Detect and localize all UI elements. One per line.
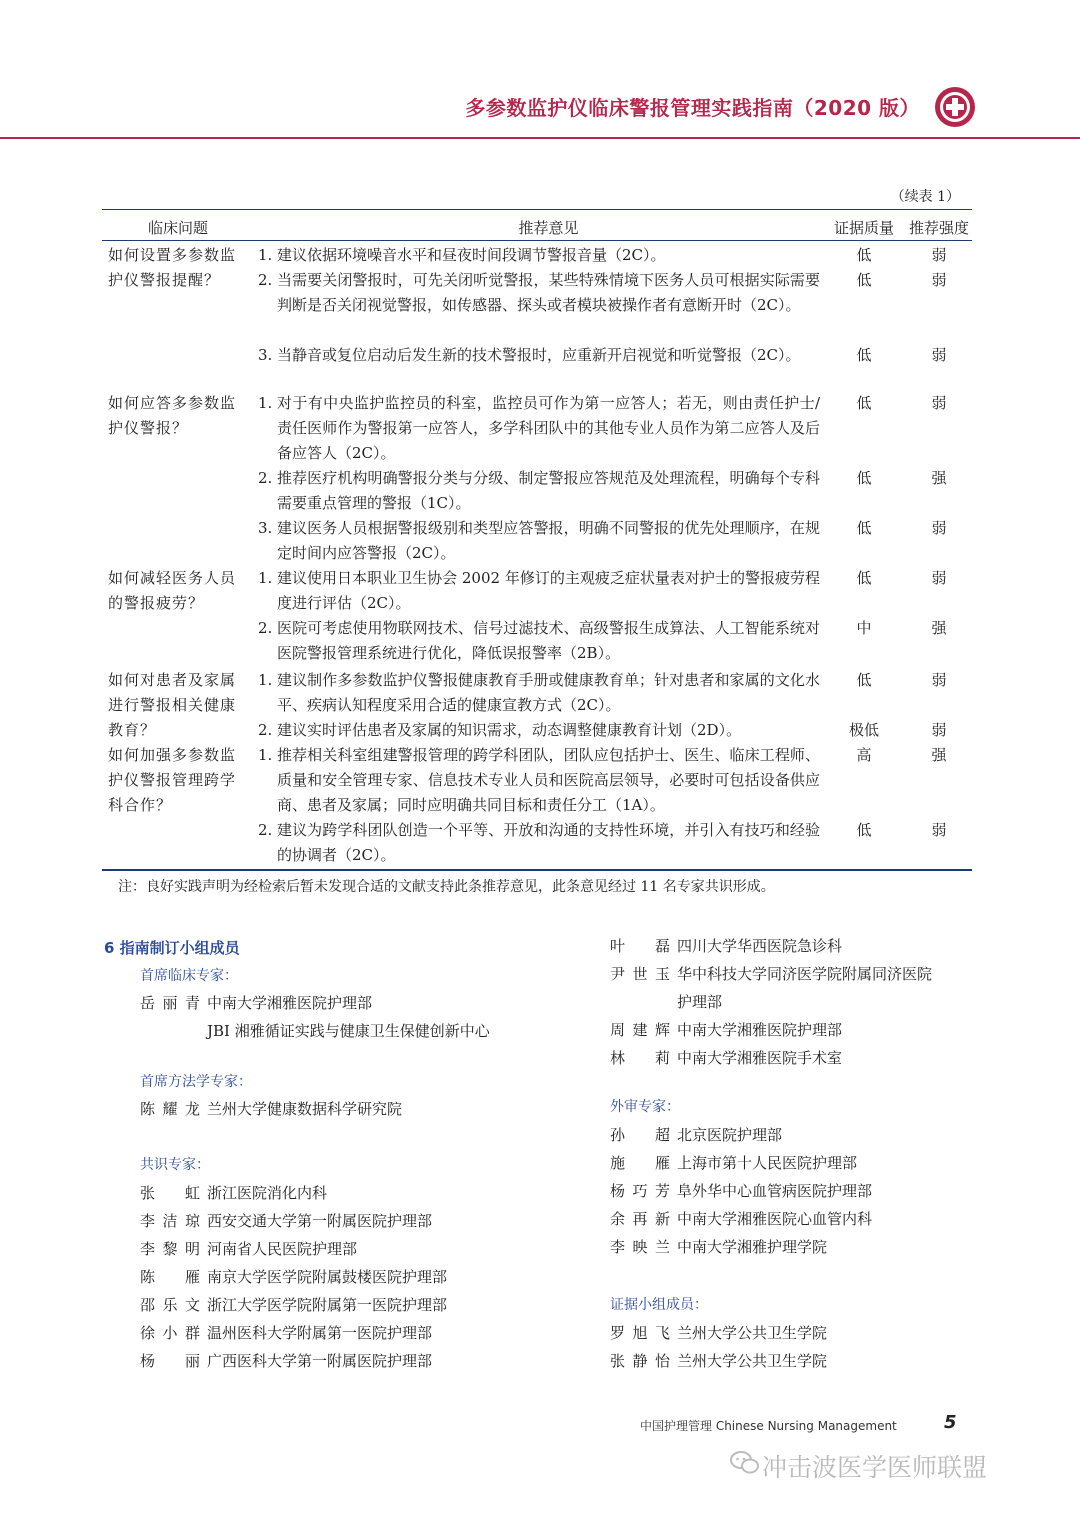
consensus-label: 共识专家：	[140, 1157, 210, 1173]
table-question: 如何减轻医务人员的警报疲劳？	[108, 569, 237, 612]
rec-text: 当静音或复位启动后发生新的技术警报时，应重新开启视觉和听觉警报（2C）。	[277, 346, 801, 364]
journal-logo-icon	[934, 86, 976, 128]
member-org: 兰州大学健康数据科学研究院	[207, 1100, 403, 1118]
journal-footer: 中国护理管理 Chinese Nursing Management	[640, 1419, 897, 1433]
member-name: 李洁琼	[140, 1212, 200, 1230]
member-org: 中南大学湘雅护理学院	[677, 1238, 828, 1256]
member-name: 杨巧芳	[610, 1182, 670, 1200]
member-name: 孙超	[610, 1126, 670, 1144]
member-org: 河南省人民医院护理部	[207, 1240, 358, 1258]
member-name: 邵乐文	[140, 1296, 200, 1314]
section-title: 6 指南制订小组成员	[104, 939, 240, 957]
member-org: 上海市第十人民医院护理部	[677, 1154, 858, 1172]
member-org: 阜外华中心血管病医院护理部	[677, 1182, 873, 1200]
rec-strength: 强	[931, 469, 947, 487]
evidence-quality: 中	[856, 619, 872, 637]
member-org: 北京医院护理部	[677, 1126, 783, 1144]
rec-number: 1.	[258, 671, 273, 689]
header-strength: 推荐强度	[908, 219, 969, 237]
header-rule	[0, 137, 1080, 139]
member-org: 中南大学湘雅医院护理部	[207, 994, 373, 1012]
member-name: 罗旭飞	[610, 1324, 670, 1342]
member-org: 南京大学医学院附属鼓楼医院护理部	[207, 1268, 448, 1286]
member-org: 中南大学湘雅医院手术室	[677, 1049, 843, 1067]
rec-strength: 弱	[931, 246, 947, 264]
table-question: 如何加强多参数监护仪警报管理跨学科合作？	[108, 746, 237, 814]
wechat-icon	[730, 1450, 760, 1476]
header-question: 临床问题	[147, 219, 208, 237]
evidence-quality: 低	[856, 469, 872, 487]
rec-strength: 弱	[931, 519, 947, 537]
header-evidence: 证据质量	[833, 219, 894, 237]
external-label: 外审专家：	[610, 1099, 680, 1115]
member-org: 护理部	[677, 993, 723, 1011]
evidence-group-label: 证据小组成员：	[610, 1297, 708, 1313]
rec-strength: 弱	[931, 271, 947, 289]
member-org: JBI 湘雅循证实践与健康卫生保健创新中心	[207, 1022, 490, 1040]
running-header-title: 多参数监护仪临床警报管理实践指南（2020 版）	[465, 96, 920, 120]
table-question: 如何设置多参数监护仪警报提醒？	[108, 246, 237, 289]
member-name: 陈雁	[140, 1268, 200, 1286]
member-org: 温州医科大学附属第一医院护理部	[207, 1324, 433, 1342]
rec-strength: 弱	[931, 821, 947, 839]
header-recommendation: 推荐意见	[518, 219, 579, 237]
table-question: 如何对患者及家属进行警报相关健康教育？	[108, 671, 237, 739]
rec-text: 推荐相关科室组建警报管理的跨学科团队，团队应包括护士、医生、临床工程师、质量和安全管理专家、信息技术专业人员和医院高层领导，必要时可包括设备供应商、患者及家属；同时应明确共同目标和责任分工（1A）。	[277, 746, 820, 814]
evidence-quality: 高	[856, 746, 872, 764]
rec-text: 建议实时评估患者及家属的知识需求，动态调整健康教育计划（2D）。	[277, 721, 742, 739]
evidence-quality: 极低	[848, 721, 879, 739]
rec-strength: 弱	[931, 346, 947, 364]
rec-number: 2.	[258, 619, 273, 637]
rec-number: 2.	[258, 821, 273, 839]
rec-text: 对于有中央监护监控员的科室，监控员可作为第一应答人；若无，则由责任护士/责任医师作为警报第一应答人，多学科团队中的其他专业人员作为第二应答人及后备应答人（2C）。	[277, 394, 820, 462]
rec-number: 2.	[258, 469, 273, 487]
rec-text: 建议为跨学科团队创造一个平等、开放和沟通的支持性环境，并引入有技巧和经验的协调者（2C）。	[277, 821, 820, 864]
rec-text: 建议依据环境噪音水平和昼夜时间段调节警报音量（2C）。	[277, 246, 666, 264]
evidence-quality: 低	[856, 821, 872, 839]
rec-number: 1.	[258, 746, 273, 764]
rec-strength: 强	[931, 619, 947, 637]
member-org: 兰州大学公共卫生学院	[677, 1324, 828, 1342]
rec-number: 3.	[258, 346, 273, 364]
member-org: 中南大学湘雅医院心血管内科	[677, 1210, 873, 1228]
member-name: 李黎明	[140, 1240, 200, 1258]
evidence-quality: 低	[856, 346, 872, 364]
table-header-rule	[102, 240, 972, 241]
member-org: 浙江大学医学院附属第一医院护理部	[207, 1296, 448, 1314]
rec-strength: 弱	[931, 569, 947, 587]
rec-number: 2.	[258, 721, 273, 739]
table-question: 如何应答多参数监护仪警报？	[108, 394, 237, 437]
member-name: 岳丽青	[140, 994, 200, 1012]
rec-strength: 强	[931, 746, 947, 764]
watermark-text: 冲击波医学医师联盟	[762, 1453, 988, 1482]
rec-strength: 弱	[931, 721, 947, 739]
rec-number: 1.	[258, 394, 273, 412]
member-org: 兰州大学公共卫生学院	[677, 1352, 828, 1370]
rec-number: 2.	[258, 271, 273, 289]
rec-text: 建议制作多参数监护仪警报健康教育手册或健康教育单；针对患者和家属的文化水平、疾病认知程度采用合适的健康宣教方式（2C）。	[277, 671, 820, 714]
rec-text: 医院可考虑使用物联网技术、信号过滤技术、高级警报生成算法、人工智能系统对医院警报管理系统进行优化，降低误报警率（2B）。	[277, 619, 820, 662]
rec-number: 1.	[258, 569, 273, 587]
evidence-quality: 低	[856, 519, 872, 537]
member-name: 余再新	[610, 1210, 670, 1228]
member-name: 周建辉	[610, 1021, 670, 1039]
rec-strength: 弱	[931, 671, 947, 689]
evidence-quality: 低	[856, 569, 872, 587]
rec-text: 推荐医疗机构明确警报分类与分级、制定警报应答规范及处理流程，明确每个专科需要重点管理的警报（1C）。	[277, 469, 820, 512]
member-name: 尹世玉	[610, 965, 670, 983]
member-org: 西安交通大学第一附属医院护理部	[207, 1212, 433, 1230]
rec-number: 3.	[258, 519, 273, 537]
rec-strength: 弱	[931, 394, 947, 412]
evidence-quality: 低	[856, 671, 872, 689]
member-name: 徐小群	[140, 1324, 200, 1342]
member-name: 施雁	[610, 1154, 670, 1172]
chief-clinical-label: 首席临床专家：	[140, 968, 238, 984]
member-org: 华中科技大学同济医学院附属同济医院	[677, 965, 933, 983]
member-org: 广西医科大学第一附属医院护理部	[207, 1352, 433, 1370]
table-top-rule	[102, 209, 972, 210]
rec-number: 1.	[258, 246, 273, 264]
member-name: 李映兰	[610, 1238, 670, 1256]
member-org: 浙江医院消化内科	[207, 1184, 328, 1202]
rec-text: 建议使用日本职业卫生协会 2002 年修订的主观疲乏症状量表对护士的警报疲劳程度进行评估（2C）。	[277, 569, 820, 612]
evidence-quality: 低	[856, 246, 872, 264]
table-bottom-rule	[102, 869, 972, 871]
evidence-quality: 低	[856, 394, 872, 412]
member-name: 陈耀龙	[140, 1100, 200, 1118]
member-name: 叶磊	[610, 937, 670, 955]
member-org: 四川大学华西医院急诊科	[677, 937, 843, 955]
member-name: 林莉	[610, 1049, 670, 1067]
table-continued-label: （续表 1）	[890, 189, 960, 205]
chief-method-label: 首席方法学专家：	[140, 1074, 252, 1090]
member-name: 张静怡	[610, 1352, 670, 1370]
rec-text: 当需要关闭警报时，可先关闭听觉警报，某些特殊情境下医务人员可根据实际需要判断是否关闭视觉警报，如传感器、探头或者模块被操作者有意断开时（2C）。	[277, 271, 820, 314]
member-name: 杨丽	[140, 1352, 200, 1370]
evidence-quality: 低	[856, 271, 872, 289]
rec-text: 建议医务人员根据警报级别和类型应答警报，明确不同警报的优先处理顺序，在规定时间内应答警报（2C）。	[277, 519, 820, 562]
page-number: 5	[944, 1412, 957, 1433]
table-note: 注：良好实践声明为经检索后暂未发现合适的文献支持此条推荐意见，此条意见经过 11 名专家共识形成。	[118, 879, 775, 895]
member-name: 张虹	[140, 1184, 200, 1202]
member-org: 中南大学湘雅医院护理部	[677, 1021, 843, 1039]
